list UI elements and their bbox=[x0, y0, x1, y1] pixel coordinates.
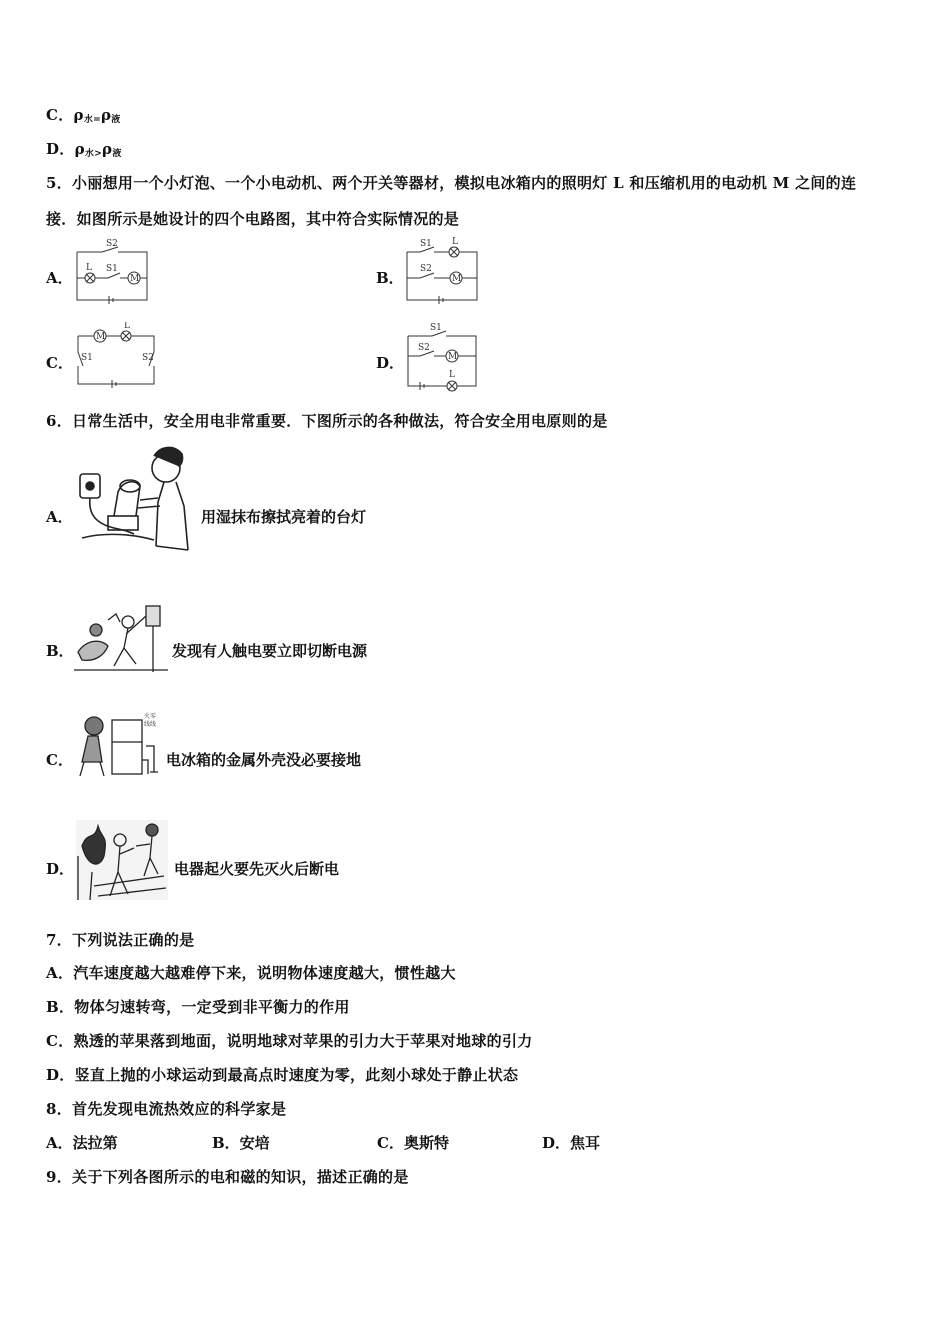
q9-stem: 9．关于下列各图所示的电和磁的知识，描述正确的是 bbox=[46, 1168, 409, 1186]
label-s2: S2 bbox=[106, 239, 118, 249]
circuit-diagram-b bbox=[402, 236, 482, 306]
circuit-diagram-a bbox=[72, 238, 152, 306]
q5-stem-line2: 接．如图所示是她设计的四个电路图，其中符合实际情况的是 bbox=[46, 210, 460, 228]
label-s1: S1 bbox=[106, 264, 118, 274]
q5-option-d-label: D． bbox=[376, 354, 405, 372]
q7-option-b: B．物体匀速转弯，一定受到非平衡力的作用 bbox=[46, 998, 350, 1016]
svg-text:火零: 火零 bbox=[144, 713, 157, 720]
q6-option-d-text: 电器起火要先灭火后断电 bbox=[174, 860, 340, 878]
q6-option-b-text: 发现有人触电要立即切断电源 bbox=[172, 642, 368, 660]
label-s1: S1 bbox=[420, 239, 432, 249]
illustration-fridge-grounding bbox=[74, 710, 164, 780]
label-s2: S2 bbox=[142, 353, 154, 363]
q8-stem: 8．首先发现电流热效应的科学家是 bbox=[46, 1100, 287, 1118]
label-s2: S2 bbox=[420, 264, 432, 274]
label-l: L bbox=[124, 322, 130, 331]
label-m: M bbox=[448, 352, 458, 362]
q7-option-c: C．熟透的苹果落到地面，说明地球对苹果的引力大于苹果对地球的引力 bbox=[46, 1032, 533, 1050]
circuit-diagram-c bbox=[72, 322, 160, 390]
illustration-wiping-lamp bbox=[74, 442, 196, 554]
q7-option-d: D．竖直上抛的小球运动到最高点时速度为零，此刻小球处于静止状态 bbox=[46, 1066, 519, 1084]
label-m: M bbox=[130, 274, 140, 284]
q6-option-c-label: C． bbox=[46, 751, 73, 769]
q6-option-b-label: B． bbox=[46, 642, 74, 660]
q4-option-c: C．ρ水=ρ液 bbox=[46, 106, 121, 125]
svg-text:线线: 线线 bbox=[144, 721, 157, 728]
q6-option-d-label: D． bbox=[46, 860, 75, 878]
label-m: M bbox=[452, 274, 462, 284]
q6-stem: 6．日常生活中，安全用电非常重要．下图所示的各种做法，符合安全用电原则的是 bbox=[46, 412, 608, 430]
label-s2: S2 bbox=[418, 343, 430, 353]
q7-option-a: A．汽车速度越大越难停下来，说明物体速度越大，惯性越大 bbox=[46, 964, 456, 982]
q8-option-a: A．法拉第 bbox=[46, 1134, 118, 1152]
q8-option-b: B．安培 bbox=[212, 1134, 270, 1152]
label-s1: S1 bbox=[430, 323, 442, 333]
q6-option-c-text: 电冰箱的金属外壳没必要接地 bbox=[166, 751, 362, 769]
label-l: L bbox=[86, 263, 92, 273]
q6-option-a-text: 用湿抹布擦拭亮着的台灯 bbox=[201, 508, 367, 526]
q8-option-c: C．奥斯特 bbox=[377, 1134, 449, 1152]
circuit-diagram-d bbox=[402, 320, 482, 392]
label-l: L bbox=[452, 237, 458, 247]
q5-option-a-label: A． bbox=[46, 269, 73, 287]
q8-option-d: D．焦耳 bbox=[542, 1134, 601, 1152]
q6-option-a-label: A． bbox=[46, 508, 73, 526]
label-m: M bbox=[96, 332, 106, 342]
label-s1: S1 bbox=[81, 353, 93, 363]
label-l: L bbox=[449, 370, 455, 380]
q5-option-b-label: B． bbox=[376, 269, 404, 287]
q4-option-d: D．ρ水>ρ液 bbox=[46, 140, 122, 159]
q5-stem-line1: 5．小丽想用一个小灯泡、一个小电动机、两个开关等器材，模拟电冰箱内的照明灯 L 和压缩机用的电动机 M 之间的连 bbox=[46, 174, 857, 192]
q7-stem: 7．下列说法正确的是 bbox=[46, 931, 195, 949]
q5-option-c-label: C． bbox=[46, 354, 73, 372]
illustration-cut-power bbox=[74, 600, 168, 674]
illustration-electrical-fire bbox=[74, 816, 170, 902]
